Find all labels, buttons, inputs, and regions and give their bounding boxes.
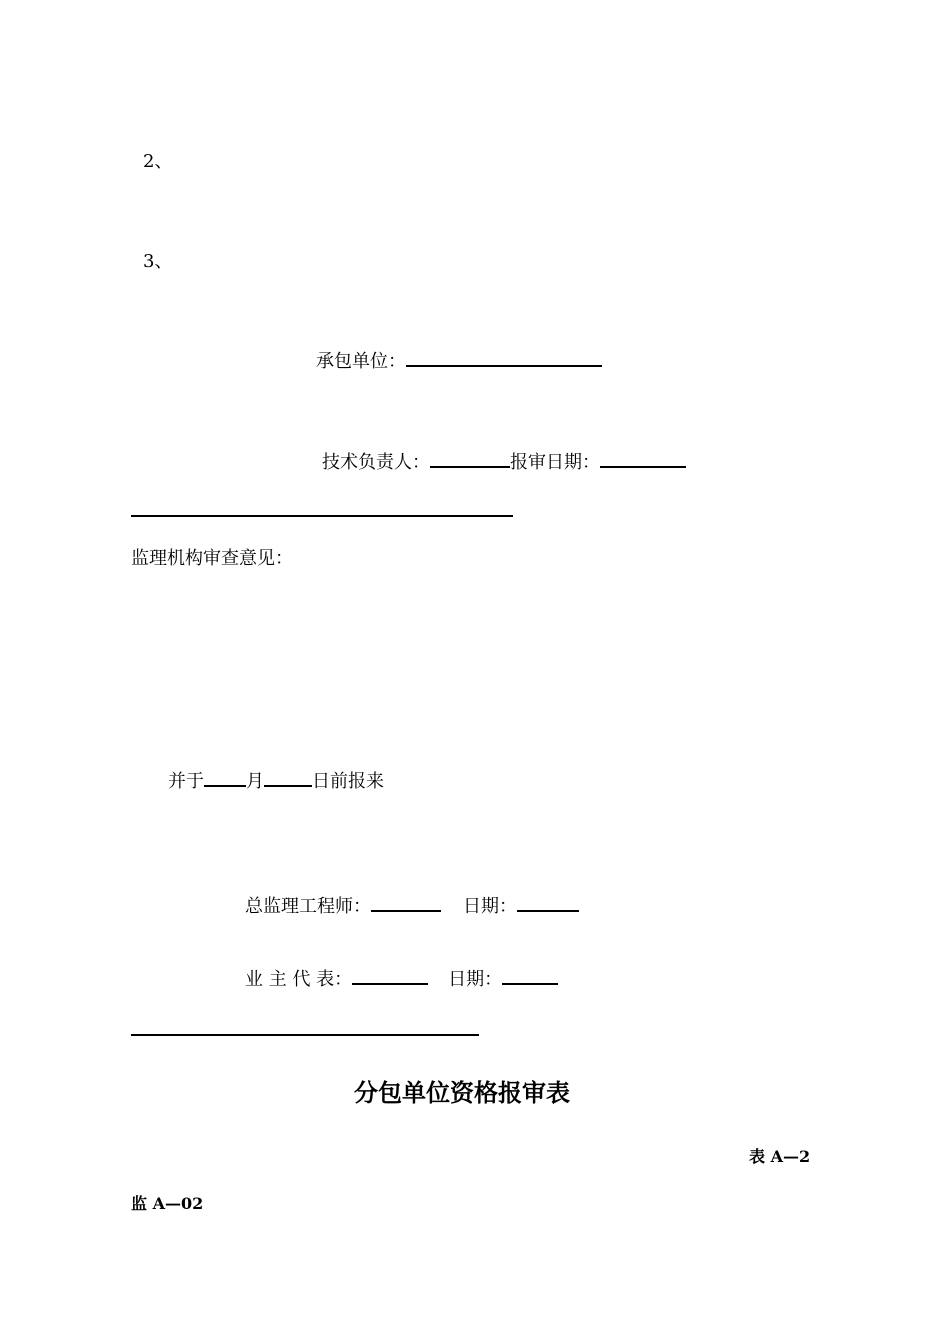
tech-lead-label: 技术负责人： (322, 452, 430, 473)
opinion-label: 监理机构审查意见： (131, 548, 293, 569)
date-blank-2[interactable] (502, 966, 558, 985)
form-code: 表 A—2 (749, 1147, 811, 1166)
report-date-label: 报审日期： (510, 452, 600, 473)
chief-engineer-line (245, 893, 579, 919)
report-date-blank[interactable] (600, 449, 686, 468)
date-blank-1[interactable] (517, 893, 579, 912)
tech-lead-line (322, 449, 686, 475)
tech-lead-blank[interactable] (430, 449, 510, 468)
item-3-number: 3、 (143, 251, 173, 272)
owner-rep-label: 业 主 代 表： (245, 969, 353, 990)
contractor-blank[interactable] (406, 348, 602, 367)
submit-deadline-line (168, 768, 384, 794)
owner-rep-line (245, 966, 558, 992)
submit-prefix: 并于 (168, 771, 204, 792)
contractor-line (316, 348, 602, 374)
form-ref: 监 A—02 (131, 1194, 204, 1213)
form-title: 分包单位资格报审表 (354, 1078, 570, 1107)
contractor-label: 承包单位： (316, 351, 406, 372)
chief-engineer-blank[interactable] (371, 893, 441, 912)
chief-engineer-label: 总监理工程师： (245, 896, 371, 917)
submit-day-blank[interactable] (264, 768, 312, 787)
submit-month-label: 月 (246, 771, 264, 792)
date-label-2: 日期： (448, 969, 503, 990)
submit-month-blank[interactable] (204, 768, 246, 787)
owner-rep-blank[interactable] (352, 966, 428, 985)
section-divider-bottom (131, 1034, 479, 1036)
date-label-1: 日期： (463, 896, 517, 917)
section-divider-top (131, 515, 513, 517)
submit-suffix: 日前报来 (312, 771, 384, 792)
item-2-number: 2、 (143, 151, 173, 172)
